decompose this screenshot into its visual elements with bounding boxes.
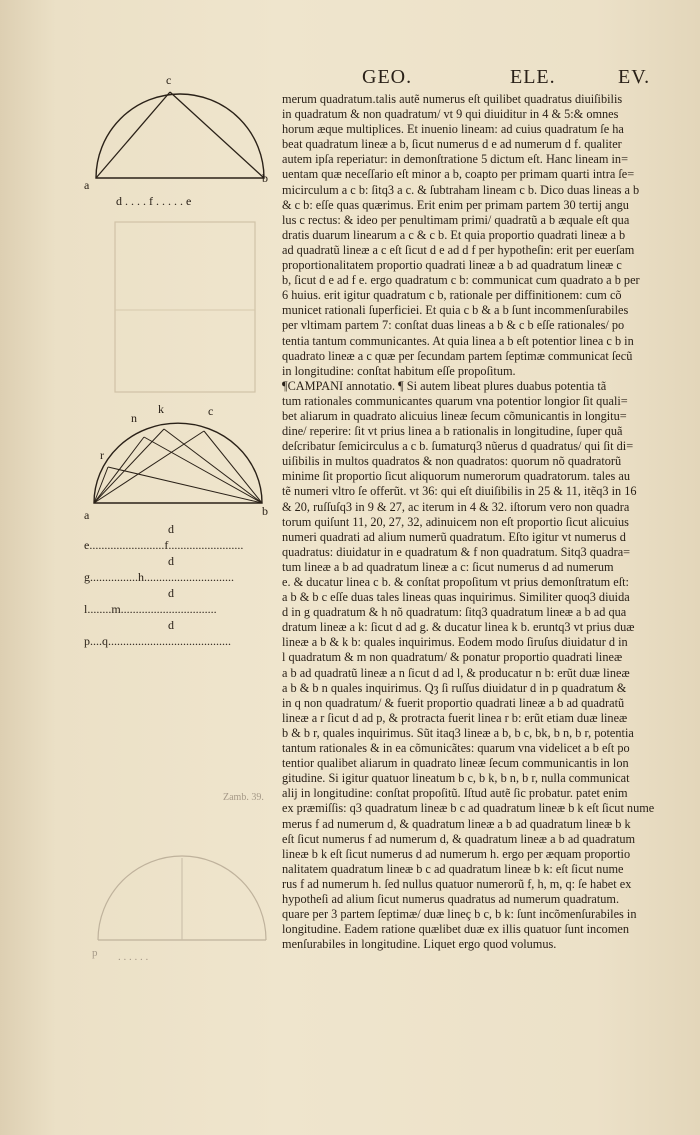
text-line: eſt ſicut numerus f ad numerum d, & quadratum lineæ a b ad quadratum: [282, 831, 636, 846]
text-line: a b & b c eſſe duas tales lineas quas inquirimus. Similiter quoq3 diuida: [282, 590, 630, 605]
text-line: d in g quadratum & h nõ quadratum: ſitq3 quadratum lineæ a b ad qua: [282, 605, 627, 620]
text-line: hypotheſi ad alium ſicut numerus quadratus ad numerum quadratum.: [282, 891, 620, 906]
text-line: dratis duarum linearum a c & c b. Et quia proportio quadrati lineæ a b: [282, 227, 626, 242]
text-line: uentam quæ neceſſario eſt minor a b, coapto per primam quarti intra ſe=: [282, 167, 635, 182]
text-line: longitudine. Eadem ratione quælibet duæ ex illis quatuor ſunt incomen: [282, 922, 629, 937]
faint-side-note: Zamb. 39.: [223, 792, 264, 803]
text-line: a b & b n quales inquirimus. Qȝ ſi ruſſus diuidatur d in p quadratum &: [282, 680, 627, 695]
text-line: tantum rationales & in ea cõmunicãtes: quarum vna videlicet a b eſt po: [282, 741, 630, 756]
text-line: & 20, ruſſuſq3 in 9 & 27, ac iterum in 4 & 32. iſtorum vero non quadra: [282, 499, 630, 514]
text-line: quadratus: diuidatur in e quadratum & f non quadratum. Sitq3 quadra=: [282, 544, 631, 559]
fig3-row2-line: g................h..............................: [84, 570, 234, 584]
text-line: autem ipſa reperiatur: in demonſtratione 5 dictum eſt. Hanc lineam in=: [282, 152, 629, 167]
main-text-column: [282, 92, 686, 952]
fig3-row1-line: e.........................f.........................: [84, 538, 244, 552]
header-right: EV.: [618, 66, 651, 88]
text-line: numeri quadrati ad alium numerũ quadratum. Eſto igitur vt numerus d: [282, 529, 626, 544]
text-line: lus c rectus: & ideo per penultimam primi/ quadratũ a b æquale eſt qua: [282, 212, 630, 227]
text-line: ex præmiſſis: q3 quadratum lineæ b c ad quadratum lineæ b k eſt ſicut nume: [282, 801, 655, 816]
text-line: tentia tantum communicantes. At quia linea a b eſt potentior linea c b in: [282, 333, 634, 348]
text-line: beat quadratum lineæ a b, ſicut numerus d e ad numerum d f. qualiter: [282, 137, 622, 152]
text-line: e. & ducatur linea c b. & conſtat propoſitum vt prius demonſtratum eſt:: [282, 575, 629, 589]
fig2-label-b: b: [262, 504, 268, 518]
fig3-row4-d: d: [168, 618, 174, 632]
fig1-label-c: c: [166, 73, 172, 87]
text-line: menſurabiles in longitudine. Liquet ergo quod volumus.: [282, 937, 557, 952]
figure-faint-semicircle: [78, 760, 278, 970]
fig2-label-k: k: [158, 402, 164, 416]
text-line: horum æque multiplices. Et inuenio lineam: ad cuius quadratum ſe ha: [282, 122, 624, 137]
fig1-number-line: d . . . . f . . . . . e: [116, 194, 192, 208]
text-line: 6 huius. erit igitur quadratum c b, rationale per diffinitionem: cum cõ: [282, 288, 622, 303]
fig1-label-a: a: [84, 178, 90, 192]
text-line: dratum lineæ a k: ſicut d ad g. & ducatur linea k b. eruntq3 vt prius duæ: [282, 620, 635, 635]
text-line: b, ſicut d e ad f e. ergo quadratum c b: communicat cum quadrato a b per: [282, 273, 640, 288]
fig1-label-b: b: [262, 171, 268, 185]
figure-semicircle-chords: [78, 395, 278, 525]
fig2-label-c: c: [208, 404, 214, 418]
text-line: & c b: eſſe quas quærimus. Erit enim per primam partem 30 tertij angu: [282, 197, 629, 212]
fig3-row4-line: p....q.........................................: [84, 634, 231, 648]
text-line: lineæ b k eſt ſicut numerus d ad numerum h. ergo per æquam proportio: [282, 846, 631, 861]
text-line: lineæ a r ſicut d ad p, & protracta fuerit linea r b: erũt etiam duæ lineæ: [282, 710, 628, 725]
text-line: nalitatem quadratum lineæ b c ad quadratum lineæ b k: eſt ſicut nume: [282, 861, 624, 876]
text-line: in quadratum & non quadratum/ vt 9 qui diuiditur in 4 & 5:& omnes: [282, 107, 619, 122]
text-line: rus f ad numerum h. ſed nullus quatuor numerorũ f, h, m, q: ſe habet ex: [282, 876, 632, 891]
header-center: ELE.: [510, 66, 556, 88]
text-line: ¶CAMPANI annotatio. ¶ Si autem libeat plures duabus potentia tã: [282, 378, 607, 393]
fig3-row3-d: d: [168, 586, 174, 600]
text-line: deſcribatur ſemicirculus a c b. ſumaturq3 nũerus d quadratus/ qui ſit di=: [282, 439, 634, 454]
text-line: merum quadratum.talis autẽ numerus eſt quilibet quadratus diuiſibilis: [282, 92, 623, 106]
text-line: quare per 3 partem ſeptimæ/ duæ lineç b c, b k: ſunt incõmenſurabiles in: [282, 907, 637, 922]
text-line: ad quadratũ lineæ a c eſt ſicut d e ad d f per hypotheſin: erit per euerſam: [282, 242, 635, 257]
text-line: torum quiſunt 11, 20, 27, 32, adinuicem non eſt proportio ſicut alicuius: [282, 514, 629, 529]
fig3-row2-d: d: [168, 554, 174, 568]
text-line: merus f ad numerum d, & quadratum lineæ a b ad quadratum lineæ b k: [282, 816, 631, 831]
text-line: in longitudine: conſtat habitum eſſe propoſitum.: [282, 363, 516, 378]
text-line: quadrato lineæ a c quæ per ſecundam partem ſeptimæ communicat ſecũ: [282, 348, 633, 363]
text-line: municet rationali ſuperficiei. Et quia c b & a b ſunt incommenſurabiles: [282, 303, 629, 318]
fig2-label-n: n: [131, 411, 137, 425]
text-line: in q non quadratum/ & fuerit proportio quadrati lineæ a b ad quadratũ: [282, 695, 625, 710]
fig4-dotted-line: . . . . . .: [118, 951, 149, 963]
text-line: dine/ reperire: ſit vt prius linea a b rationalis in longitudine, ſuper quã: [282, 424, 623, 439]
figure-number-lines: [78, 520, 278, 650]
text-line: gitudine. Si igitur quatuor lineatum b c, b k, b n, b r, nulla communicat: [282, 771, 630, 786]
fig2-label-r: r: [100, 448, 104, 462]
text-line: uiſibilis in multos quadratos & non quadratos: quorum nõ quadratorũ: [282, 454, 622, 469]
text-line: micirculum a c b: ſitq3 a c. & ſubtraham lineam c b. Dico duas lineas a b: [282, 182, 640, 197]
text-line: l quadratum & m non quadratum/ & ponatur proportio quadrati lineæ: [282, 650, 623, 665]
text-line: alij in longitudine: conſtat propoſitũ. Iſtud autẽ ſic probatur. patet enim: [282, 786, 628, 801]
fig2-label-a: a: [84, 508, 90, 522]
text-line: a b ad quadratũ lineæ a n ſicut d ad l, & producatur n b: erũt duæ lineæ: [282, 665, 630, 680]
text-line: tum lineæ a b ad quadratum lineæ a c: ſicut numerus d ad numerum: [282, 559, 614, 574]
header-left: GEO.: [362, 66, 413, 88]
text-line: tum rationales communicantes quarum vna potentior longior ſit quali=: [282, 393, 628, 408]
fig4-label-p: p: [92, 947, 98, 959]
text-line: minime ſit proportio ſicut aliquorum numerorum quadratorum. tales au: [282, 469, 630, 484]
faint-showthrough: [100, 210, 280, 410]
text-line: tẽ numeri vltro ſe offerũt. vt 36: qui eſt diuiſibilis in 25 & 11, itẽq3 in 16: [282, 484, 637, 499]
figure-semicircle-triangle: [78, 70, 278, 210]
text-line: proportionalitatem proportio quadrati lineæ a b ad quadratum lineæ c: [282, 258, 622, 273]
fig3-row1-d: d: [168, 522, 174, 536]
text-line: tentior qualibet aliarum in quadrato lineæ ſecum communicantis in lon: [282, 756, 629, 771]
fig3-row3-line: l........m................................: [84, 602, 217, 616]
text-line: b & b r, quales inquirimus. Sũt itaq3 lineæ a b, b c, bk, b n, b r, potentia: [282, 725, 634, 740]
running-header: [356, 66, 686, 92]
text-line: per vltimam partem 7: conſtat duas lineas a b & c b eſſe rationales/ po: [282, 318, 625, 333]
text-line: bet aliarum in quadrato alicuius lineæ ſecum cõmunicantis in longitu=: [282, 408, 627, 423]
text-line: lineæ a b & k b: quales inquirimus. Eodem modo ſiruſus diuidatur d in: [282, 635, 628, 650]
